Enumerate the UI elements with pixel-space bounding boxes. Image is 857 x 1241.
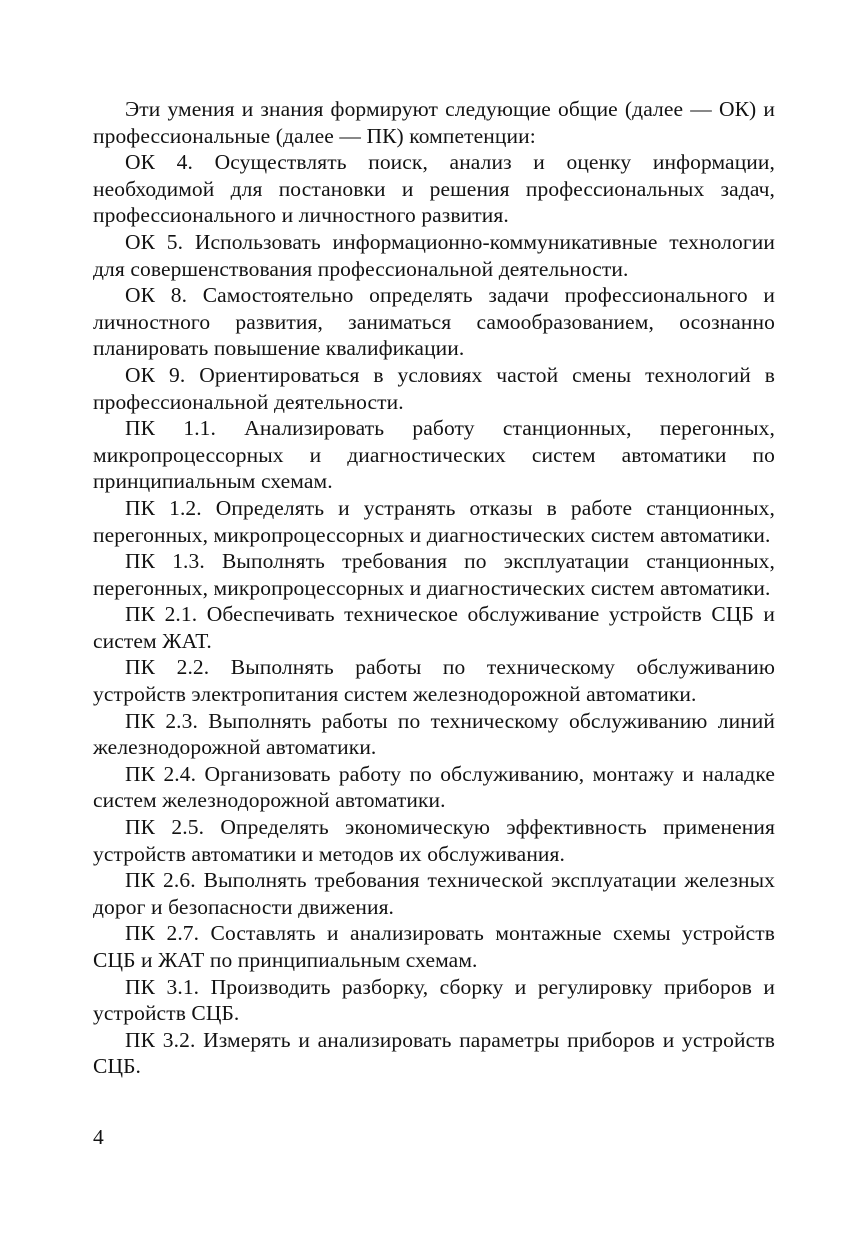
paragraph-pk-1-3: ПК 1.3. Выполнять требования по эксплуатации станционных, перегонных, микропроцессорных и диагностических систем автоматики. [93, 549, 775, 600]
paragraph-pk-1-1: ПК 1.1. Анализировать работу станционных, перегонных, микропроцессорных и диагностических систем автоматики по принципиальным схемам. [93, 416, 775, 494]
paragraph-pk-2-3: ПК 2.3. Выполнять работы по техническому обслуживанию линий железнодорожной автоматики. [93, 708, 775, 760]
paragraph-ok-8: ОК 8. Самостоятельно определять задачи профессионального и личностного развития, заниматься самообразованием, осознанно планировать повышение квалификации. [93, 283, 775, 361]
paragraph-pk-2-6: ПК 2.6. Выполнять требования технической эксплуатации железных дорог и безопасности движения. [93, 868, 775, 919]
paragraph-pk-2-5: ПК 2.5. Определять экономическую эффективность применения устройств автоматики и методов их обслуживания. [93, 815, 775, 866]
paragraph-pk-2-4: ПК 2.4. Организовать работу по обслуживанию, монтажу и наладке систем железнодорожной автоматики. [93, 761, 775, 813]
paragraph-pk-2-7: ПК 2.7. Составлять и анализировать монтажные схемы устройств СЦБ и ЖАТ по принципиальным схемам. [93, 921, 775, 972]
paragraph-ok-4: ОК 4. Осуществлять поиск, анализ и оценку информации, необходимой для постановки и решения профессиональных задач, профессионального и личностного развития. [93, 150, 775, 228]
paragraph-intro: Эти умения и знания формируют следующие общие (далее — ОК) и профессиональные (далее — ПК) компетенции: [93, 97, 775, 148]
paragraph-pk-1-2: ПК 1.2. Определять и устранять отказы в работе станционных, перегонных, микропроцессорных и диагностических систем автоматики. [93, 495, 775, 547]
paragraph-pk-2-1: ПК 2.1. Обеспечивать техническое обслуживание устройств СЦБ и систем ЖАТ. [93, 602, 775, 653]
paragraph-pk-2-2: ПК 2.2. Выполнять работы по техническому обслуживанию устройств электропитания систем железнодорожной автоматики. [93, 655, 775, 707]
paragraph-ok-9: ОК 9. Ориентироваться в условиях частой смены технологий в профессиональной деятельности. [93, 362, 775, 414]
paragraph-pk-3-1: ПК 3.1. Производить разборку, сборку и регулировку приборов и устройств СЦБ. [93, 974, 775, 1026]
page-number: 4 [93, 1125, 104, 1149]
body-text [93, 96, 775, 1080]
paragraph-pk-3-2: ПК 3.2. Измерять и анализировать параметры приборов и устройств СЦБ. [93, 1027, 775, 1079]
paragraph-ok-5: ОК 5. Использовать информационно-коммуникативные технологии для совершенствования профессиональной деятельности. [93, 229, 775, 281]
